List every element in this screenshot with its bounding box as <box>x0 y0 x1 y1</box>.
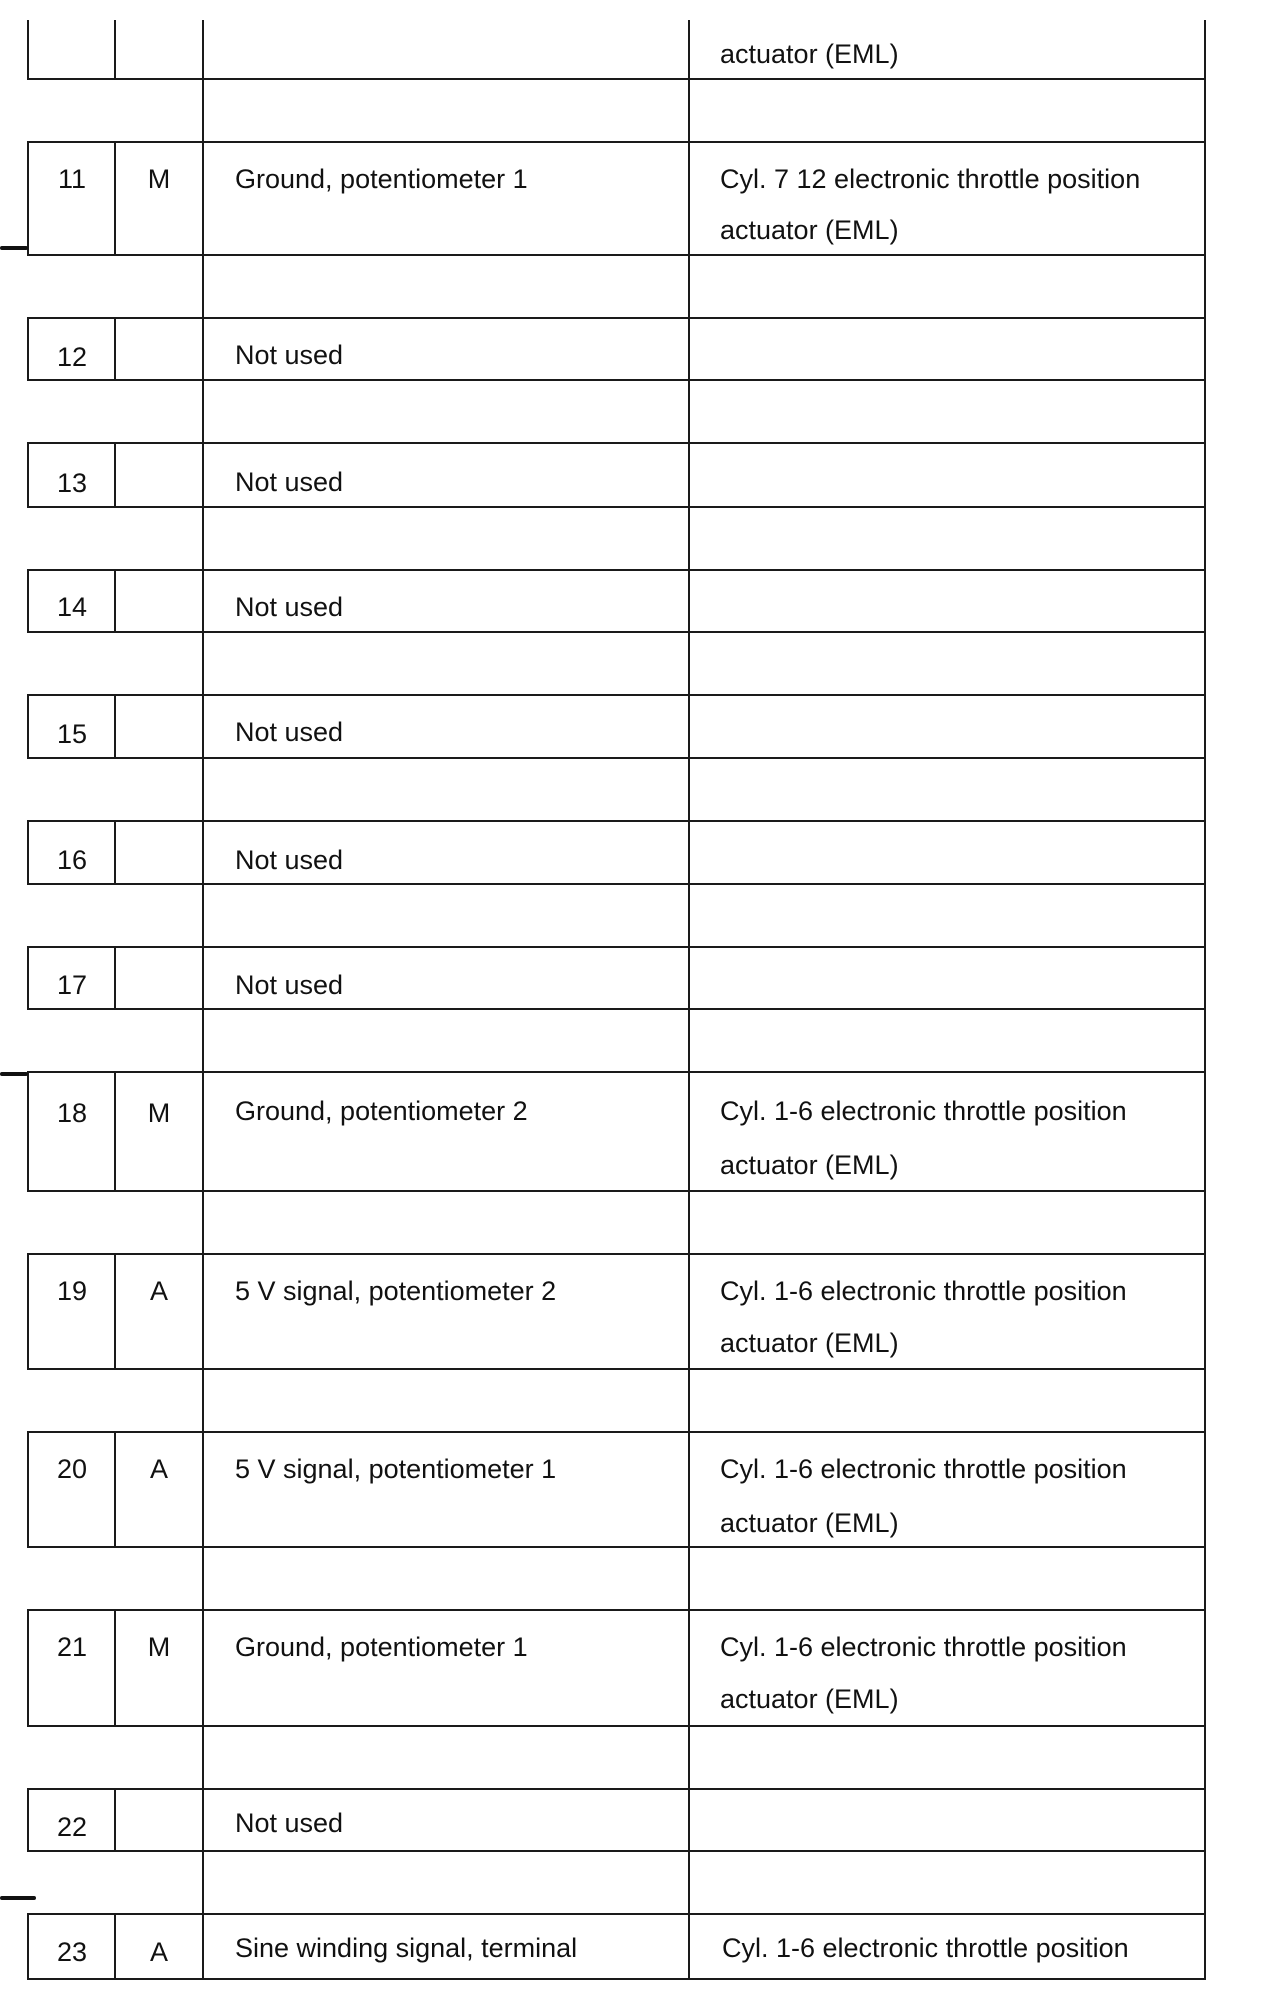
pin-type: M <box>147 164 171 194</box>
pin-number: 13 <box>56 468 88 498</box>
pin-number: 14 <box>56 592 88 622</box>
pin-type: M <box>147 1632 171 1662</box>
pin-type: A <box>149 1276 168 1306</box>
pin-number: 18 <box>56 1098 88 1128</box>
signal-description: Not used <box>235 1808 344 1838</box>
signal-description: Not used <box>235 970 344 1000</box>
signal-description: Not used <box>235 340 344 370</box>
signal-description: Ground, potentiometer 2 <box>235 1096 528 1126</box>
component-line-2: actuator (EML) <box>720 1328 899 1358</box>
pin-number: 12 <box>56 342 88 372</box>
component-line-2: actuator (EML) <box>720 1150 899 1180</box>
pin-number: 20 <box>56 1454 88 1484</box>
pin-number: 16 <box>56 845 88 875</box>
component-line-2: actuator (EML) <box>720 1508 899 1538</box>
component-line-1: Cyl. 7 12 electronic throttle position <box>720 164 1141 194</box>
pin-type: A <box>149 1454 168 1484</box>
signal-description: 5 V signal, potentiometer 2 <box>235 1276 557 1306</box>
component-line-1: Cyl. 1-6 electronic throttle position <box>720 1632 1127 1662</box>
signal-description: 5 V signal, potentiometer 1 <box>235 1454 557 1484</box>
signal-description: Sine winding signal, terminal <box>235 1933 578 1963</box>
component-line-1: Cyl. 1-6 electronic throttle position <box>722 1933 1129 1963</box>
signal-description: Not used <box>235 717 344 747</box>
pin-number: 19 <box>56 1276 88 1306</box>
component-line-1: Cyl. 1-6 electronic throttle position <box>720 1276 1127 1306</box>
component-line-1: Cyl. 1-6 electronic throttle position <box>720 1454 1127 1484</box>
pin-number: 22 <box>56 1812 88 1842</box>
signal-description: Not used <box>235 845 344 875</box>
component-line-1: Cyl. 1-6 electronic throttle position <box>720 1096 1127 1126</box>
pin-number: 23 <box>56 1937 88 1967</box>
top-fragment-component: actuator (EML) <box>720 39 899 69</box>
pin-number: 11 <box>57 164 87 194</box>
signal-description: Ground, potentiometer 1 <box>235 1632 528 1662</box>
component-line-2: actuator (EML) <box>720 215 899 245</box>
signal-description: Ground, potentiometer 1 <box>235 164 528 194</box>
pin-type: A <box>149 1937 168 1967</box>
signal-description: Not used <box>235 592 344 622</box>
pin-number: 21 <box>56 1632 88 1662</box>
component-line-2: actuator (EML) <box>720 1684 899 1714</box>
signal-description: Not used <box>235 467 344 497</box>
pin-number: 17 <box>56 970 88 1000</box>
pin-type: M <box>147 1098 171 1128</box>
pin-number: 15 <box>56 719 88 749</box>
